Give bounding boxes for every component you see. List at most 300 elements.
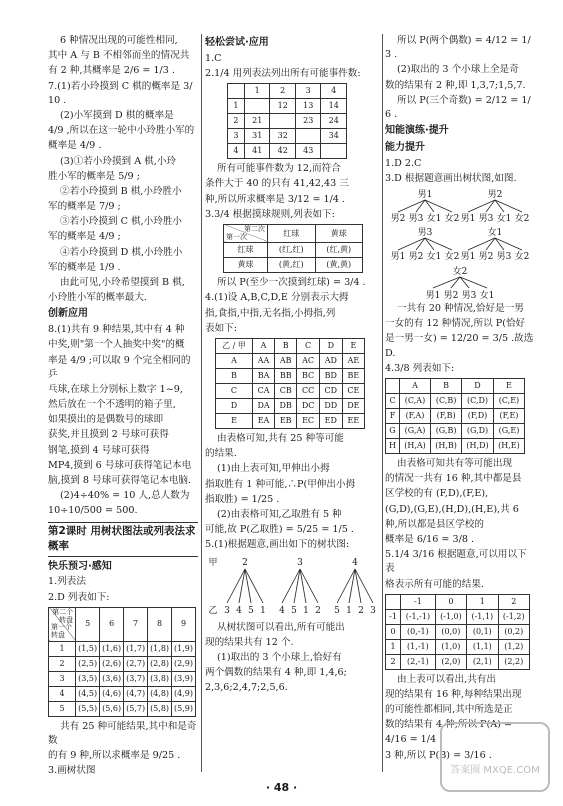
table-cell: [228, 84, 245, 99]
tree-node: 女2: [444, 214, 460, 225]
table-cell: (H,B): [431, 439, 462, 454]
table-cell: (3,7): [124, 671, 148, 686]
tree-node: 男2: [390, 214, 406, 225]
text-line: 由上表可以看出,共有出: [397, 673, 496, 685]
table-cell: 21: [244, 114, 270, 129]
tree-node: 1: [346, 605, 352, 616]
table-cell: (3,5): [76, 671, 100, 686]
table-cell: 0: [386, 624, 401, 639]
tree-node: 2: [315, 605, 321, 616]
text-line: 所有可能事件数为 12,而符合: [217, 163, 341, 175]
tree-node: 男3: [417, 228, 433, 239]
section-title: 能力提升: [385, 141, 425, 153]
text-line: (2)小军摸到 D 棋的概率是: [60, 109, 174, 121]
table-header: 0: [435, 594, 466, 609]
table-cell: 32: [270, 129, 296, 144]
table-cell: (1,0): [435, 639, 466, 654]
table-cell: (G,B): [431, 424, 462, 439]
text-line: 现的结果共有 12 个.: [205, 636, 294, 648]
text-line: 3.3/4 根据摸球规则,列表如下:: [205, 208, 335, 220]
coordinate-table: [385, 594, 530, 670]
table-cell: (F,E): [493, 409, 524, 424]
table-header: 2: [498, 594, 529, 609]
text-line: 3.D 根据题意画出树状图,如图.: [385, 172, 517, 184]
table-cell: (3,6): [100, 671, 124, 686]
tree-node: 男2: [408, 252, 424, 263]
watermark: 答案圈 MXQE.COM: [440, 722, 550, 792]
table-header: 乙 / 甲: [216, 339, 253, 354]
table-header: 9: [172, 607, 196, 641]
table-cell: 4: [228, 144, 245, 159]
table-cell: 红球: [224, 243, 268, 258]
table-header: [386, 379, 400, 394]
table-cell: (2,6): [100, 656, 124, 671]
sum-table: [48, 607, 196, 717]
tree-node: 女1: [426, 214, 442, 225]
table-cell: (1,-1): [401, 639, 436, 654]
table-cell: CA: [252, 384, 274, 399]
table-cell: (1,1): [467, 639, 498, 654]
text-line: 军的概率是 4/9 ;: [48, 231, 121, 243]
tree-diagram: [205, 555, 375, 619]
ball-table: [223, 224, 363, 273]
table-header: B: [275, 339, 297, 354]
table-cell: 1: [49, 641, 76, 656]
table-header: D: [462, 379, 494, 394]
table-cell: EA: [252, 414, 274, 429]
table-cell: (2,9): [172, 656, 196, 671]
table-cell: H: [386, 439, 400, 454]
table-cell: [295, 129, 321, 144]
tree-node: 女1: [487, 228, 503, 239]
table-cell: DB: [275, 399, 297, 414]
section-title: 轻松尝试·应用: [205, 37, 269, 48]
table-cell: (1,2): [498, 639, 529, 654]
tree-node: 4: [352, 557, 358, 568]
section-title: 创新应用: [48, 308, 88, 320]
text-line: 两个偶数的结果有 4 种,即 1,4,6;: [205, 667, 347, 679]
table-cell: (2,1): [467, 654, 498, 669]
table-cell: CB: [275, 384, 297, 399]
text-line: 从树状图可以看出,所有可能出: [217, 621, 345, 633]
text-line: 3 种,所以 P(B) = 3/16 .: [385, 749, 492, 761]
table-cell: -1: [386, 609, 401, 624]
text-line: ②若小玲摸到 B 棋,小玲胜小: [60, 185, 182, 197]
tree-node: 男1: [417, 190, 433, 201]
table-cell: (F,B): [431, 409, 462, 424]
tree-node: 3: [370, 605, 376, 616]
table-cell: (4,6): [100, 686, 124, 701]
tree-node: 男3: [496, 252, 512, 263]
text-line: (3)①若小玲摸到 A 棋,小玲: [60, 155, 177, 167]
table-cell: 1: [386, 639, 401, 654]
table-cell: (4,8): [148, 686, 172, 701]
table-cell: 2: [270, 84, 296, 99]
table-cell: BA: [252, 369, 274, 384]
table-cell: (4,7): [124, 686, 148, 701]
table-cell: AB: [275, 354, 297, 369]
table-cell: 43: [295, 144, 321, 159]
table-cell: 41: [244, 144, 270, 159]
table-cell: (黄,红): [268, 258, 316, 273]
text-line: 1.C: [205, 52, 222, 64]
text-line: 是一男一女) = 12/20 = 3/5 .故选 D.: [385, 333, 534, 359]
table-cell: ED: [319, 414, 342, 429]
table-cell: (1,9): [172, 641, 196, 656]
finger-table: [215, 338, 365, 429]
table-cell: (2,-1): [401, 654, 436, 669]
text-line: 共有 25 种可能结果,其中和是奇数: [48, 720, 197, 746]
text-line: ④若小玲摸到 D 棋,小玲胜小: [60, 246, 183, 258]
table-cell: AD: [319, 354, 342, 369]
table-cell: AA: [252, 354, 274, 369]
table-cell: 2: [386, 654, 401, 669]
tree-node: 5: [248, 605, 254, 616]
text-line: 4.3/8 列表如下:: [385, 362, 455, 374]
table-cell: (C,D): [462, 394, 494, 409]
text-line: MP4,摸到 6 号球可获得笔记本电: [48, 459, 192, 471]
table-cell: (4,5): [76, 686, 100, 701]
table-cell: (H,D): [462, 439, 494, 454]
tree-node: 4: [279, 605, 285, 616]
text-line: (2)由表格可知,乙取胜有 5 种: [217, 508, 342, 520]
text-line: 胜小军的概率是 5/9 ;: [48, 170, 140, 182]
section-title: 快乐预习·感知: [48, 560, 112, 572]
table-header: 红球: [268, 224, 316, 242]
text-line: 所以 P(三个奇数) = 2/12 = 1/6 .: [385, 94, 531, 120]
text-line: 1.D 2.C: [385, 157, 422, 169]
section-title: 知能演练·提升: [385, 125, 449, 137]
table-cell: (5,8): [148, 701, 172, 716]
text-line: 中奖,则"第一个人抽奖中奖"的概: [48, 339, 185, 351]
table-header: 第一次: [226, 232, 247, 241]
tree-node: 男1: [425, 291, 441, 302]
text-line: 条件大于 40 的只有 41,42,43 三: [205, 178, 349, 190]
tree-node: 女1: [479, 291, 495, 302]
table-header: -1: [401, 594, 436, 609]
tree-node: 女1: [496, 214, 512, 225]
tree-node: 甲: [208, 557, 218, 568]
text-line: 8.(1)共有 9 种结果,其中有 4 种: [48, 324, 185, 336]
table-cell: (H,A): [400, 439, 431, 454]
tree-node: 5: [291, 605, 297, 616]
tree-node: 5: [334, 605, 340, 616]
text-line: 军的概率是 1/9 .: [48, 261, 121, 273]
text-line: 2.D 列表如下:: [48, 591, 110, 603]
table-header: E: [493, 379, 524, 394]
table-cell: B: [216, 369, 253, 384]
text-line: 6 种情况出现的可能性相同,: [60, 35, 178, 46]
table-cell: 2: [228, 114, 245, 129]
table-header: 第一个转盘: [51, 623, 72, 639]
text-line: 2,3,6;2,4,7;2,5,6.: [205, 682, 288, 694]
tree-node: 男2: [443, 291, 459, 302]
table-cell: (3,8): [148, 671, 172, 686]
table-cell: [244, 99, 270, 114]
text-line: 所以 P(两个偶数) = 4/12 = 1/3 .: [385, 35, 531, 61]
table-cell: 3: [295, 84, 321, 99]
column-middle: [205, 34, 383, 696]
table-cell: DC: [297, 399, 320, 414]
table-header: 5: [76, 607, 100, 641]
tree-node: 乙: [208, 605, 218, 616]
text-line: 由此可见,小玲希望摸到 B 棋,: [60, 277, 185, 288]
tree-node: 男2: [487, 190, 503, 201]
text-line: 种,所以都是县区学校的: [385, 518, 484, 530]
tree-node: 女2: [452, 267, 468, 278]
text-line: 种,所以所求概率是 3/12 = 1/4 .: [205, 193, 346, 205]
table-cell: (C,E): [493, 394, 524, 409]
table-cell: EE: [342, 414, 364, 429]
table-header: 7: [124, 607, 148, 641]
text-line: (1)取出的 3 个小球上,恰好有: [217, 651, 342, 663]
table-header: 8: [148, 607, 172, 641]
table-cell: AC: [297, 354, 320, 369]
table-cell: (1,6): [100, 641, 124, 656]
text-line: 乓球,在球上分别标上数字 1~9,: [48, 383, 183, 395]
table-cell: (-1,2): [498, 609, 529, 624]
number-table: [227, 83, 347, 159]
table-cell: 23: [295, 114, 321, 129]
text-line: (G,D),(G,E),(H,D),(H,E),共 6: [385, 503, 519, 515]
text-line: 1.列表法: [48, 576, 86, 588]
text-line: 4.(1)设 A,B,C,D,E 分别表示大拇: [205, 292, 349, 304]
table-cell: EC: [297, 414, 320, 429]
table-cell: [270, 114, 296, 129]
table-cell: (2,5): [76, 656, 100, 671]
table-cell: 1: [244, 84, 270, 99]
table-cell: E: [216, 414, 253, 429]
table-cell: 5: [49, 701, 76, 716]
table-cell: (黄,黄): [315, 258, 363, 273]
text-line: 军的概率是 7/9 ;: [48, 201, 121, 213]
school-table: [385, 378, 525, 454]
tree-node: 女2: [514, 252, 530, 263]
table-cell: DE: [342, 399, 364, 414]
text-line: 10÷10/500 = 500.: [48, 505, 138, 517]
table-cell: (G,E): [493, 424, 524, 439]
table-cell: 12: [270, 99, 296, 114]
table-header: A: [252, 339, 274, 354]
table-header: [386, 594, 401, 609]
table-cell: CE: [342, 384, 364, 399]
table-cell: 31: [244, 129, 270, 144]
table-cell: (5,7): [124, 701, 148, 716]
text-line: 由表格可知共有等可能出现: [397, 458, 513, 470]
text-line: 的可能性都相同,其中所选是正: [385, 704, 513, 716]
text-line: 5.1/4 3/16 根据题意,可以用以下表: [385, 549, 527, 575]
tree-node: 女2: [444, 252, 460, 263]
table-cell: (0,-1): [401, 624, 436, 639]
table-corner: [224, 224, 268, 242]
text-line: 4/9 ,所以在这一轮中小玲胜小军的: [48, 125, 195, 137]
page-number: · 48 ·: [265, 781, 298, 794]
text-line: (2)取出的 3 个小球上全是奇: [397, 64, 519, 76]
table-header: E: [342, 339, 364, 354]
tree-node: 女2: [514, 214, 530, 225]
table-cell: (2,8): [148, 656, 172, 671]
table-cell: (4,9): [172, 686, 196, 701]
text-line: 现的结果有 16 种,每种结果出现: [385, 688, 522, 700]
text-line: 指,食指,中指,无名指,小拇指,列: [205, 307, 336, 319]
table-cell: D: [216, 399, 253, 414]
table-header: 6: [100, 607, 124, 641]
table-cell: (2,7): [124, 656, 148, 671]
table-cell: DD: [319, 399, 342, 414]
table-cell: EB: [275, 414, 297, 429]
table-cell: (0,2): [498, 624, 529, 639]
table-cell: CD: [319, 384, 342, 399]
text-line: 2.1/4 用列表法列出所有可能事件数:: [205, 67, 361, 79]
text-line: 的结果.: [205, 448, 237, 460]
tree-node: 1: [260, 605, 266, 616]
text-line: 钢笔,摸到 4 号球可获得: [48, 444, 150, 456]
table-header: A: [400, 379, 431, 394]
table-cell: (C,A): [400, 394, 431, 409]
table-cell: 3: [228, 129, 245, 144]
table-cell: C: [386, 394, 400, 409]
text-line: 然后放在一个不透明的箱子里,: [48, 399, 176, 411]
table-header: 第二次: [244, 224, 265, 233]
table-cell: (1,5): [76, 641, 100, 656]
table-cell: (5,5): [76, 701, 100, 716]
tree-node: 3: [297, 557, 303, 568]
tree-node: 男3: [461, 291, 477, 302]
table-cell: F: [386, 409, 400, 424]
text-line: 指取胜) = 1/25 .: [205, 493, 280, 505]
table-cell: (G,D): [462, 424, 494, 439]
text-line: (1)由上表可知,甲伸出小拇: [217, 463, 330, 475]
text-line: 一女的有 12 种情况,所以 P(恰好: [385, 318, 526, 330]
table-cell: 42: [270, 144, 296, 159]
table-cell: (1,7): [124, 641, 148, 656]
tree-node: 3: [224, 605, 230, 616]
table-corner: [49, 607, 76, 641]
tree-node: 男3: [408, 214, 424, 225]
text-line: 区学校的有 (F,D),(F,E),: [385, 488, 489, 500]
table-cell: (5,9): [172, 701, 196, 716]
tree-node: 男1: [460, 252, 476, 263]
table-cell: BC: [297, 369, 320, 384]
table-cell: (3,9): [172, 671, 196, 686]
text-line: 脑,摸到 8 号球可获得笔记本电脑.: [48, 475, 192, 487]
table-cell: 2: [49, 656, 76, 671]
table-header: 黄球: [315, 224, 363, 242]
text-line: 的情况一共有 16 种,其中都是县: [385, 473, 522, 485]
column-right: [385, 34, 535, 764]
table-cell: (-1,0): [435, 609, 466, 624]
table-header: 1: [467, 594, 498, 609]
table-cell: (红,红): [268, 243, 316, 258]
table-cell: (0,1): [467, 624, 498, 639]
column-left: [48, 34, 198, 779]
tree-node: 男1: [460, 214, 476, 225]
table-cell: (-1,-1): [401, 609, 436, 624]
table-cell: 24: [321, 114, 347, 129]
table-cell: A: [216, 354, 253, 369]
table-cell: [321, 144, 347, 159]
text-line: 7.(1)若小玲摸到 C 棋的概率是 3/10 .: [48, 80, 193, 106]
table-cell: (5,6): [100, 701, 124, 716]
text-line: 可能,故 P(乙取胜) = 5/25 = 1/5 .: [205, 524, 354, 536]
table-cell: 14: [321, 99, 347, 114]
text-line: 表如下:: [205, 322, 238, 334]
table-cell: (1,8): [148, 641, 172, 656]
text-line: 5.(1)根据题意,画出如下的树状图:: [205, 539, 350, 551]
table-cell: BE: [342, 369, 364, 384]
table-cell: (2,2): [498, 654, 529, 669]
tree-node: 男2: [478, 252, 494, 263]
table-cell: 3: [49, 671, 76, 686]
tree-diagram: [385, 188, 535, 300]
text-line: 数的结果有 4 种,所以 P(A) =: [385, 719, 513, 731]
text-line: 数的结果有 2 种,即 1,3,7;1,5,7.: [385, 79, 526, 91]
tree-node: 2: [358, 605, 364, 616]
text-line: 所以 P(至少一次摸到红球) = 3/4 .: [217, 277, 366, 289]
text-line: 3.画树状图: [48, 765, 96, 777]
table-cell: 4: [321, 84, 347, 99]
tree-node: 1: [303, 605, 309, 616]
table-cell: BD: [319, 369, 342, 384]
text-line: 有 2 种,其概率是 2/6 = 1/3 .: [48, 65, 175, 77]
table-cell: CC: [297, 384, 320, 399]
table-cell: (-1,1): [467, 609, 498, 624]
table-cell: AE: [342, 354, 364, 369]
table-cell: (0,0): [435, 624, 466, 639]
table-cell: 34: [321, 129, 347, 144]
text-line: 如果摸出的是偶数号的球即: [48, 414, 164, 426]
table-cell: G: [386, 424, 400, 439]
table-header: D: [319, 339, 342, 354]
table-cell: 13: [295, 99, 321, 114]
table-header: 第二个转盘: [52, 607, 74, 624]
table-cell: (红,黄): [315, 243, 363, 258]
tree-node: 4: [236, 605, 242, 616]
text-line: 其中 A 与 B 不相邻而坐的情况共: [48, 50, 190, 62]
tree-node: 男1: [390, 252, 406, 263]
table-cell: (C,B): [431, 394, 462, 409]
text-line: ③若小玲摸到 C 棋,小玲胜小: [60, 216, 183, 228]
text-line: (2)4÷40% = 10 人,总人数为: [60, 490, 190, 502]
table-cell: 黄球: [224, 258, 268, 273]
tree-node: 2: [242, 557, 248, 568]
table-cell: 1: [228, 99, 245, 114]
table-header: B: [431, 379, 462, 394]
text-line: 概率是 4/9 .: [48, 140, 102, 152]
table-header: C: [297, 339, 320, 354]
table-cell: (2,0): [435, 654, 466, 669]
table-cell: C: [216, 384, 253, 399]
table-cell: DA: [252, 399, 274, 414]
text-line: 由表格可知,共有 25 种等可能: [217, 433, 344, 445]
text-line: 概率是 6/16 = 3/8 .: [385, 533, 475, 545]
text-line: 小玲胜小军的概率最大.: [48, 292, 147, 304]
text-line: 获奖,并且摸到 2 号球可获得: [48, 429, 169, 441]
column-divider: [201, 34, 202, 772]
text-line: 率是 4/9 ;可以取 9 个完全相同的乒: [48, 354, 191, 380]
text-line: 指取胜有 1 种可能,∴P(甲伸出小拇: [205, 478, 356, 490]
text-line: 的有 9 种,所以求概率是 9/25 .: [48, 749, 181, 761]
table-cell: (F,D): [462, 409, 494, 424]
table-cell: (F,A): [400, 409, 431, 424]
tree-node: 女1: [426, 252, 442, 263]
text-line: 4/16 = 1/4 .: [385, 734, 443, 746]
text-line: 一共有 20 种情况,恰好是一男: [397, 303, 524, 315]
table-cell: 4: [49, 686, 76, 701]
text-line: 格表示所有可能的结果.: [385, 578, 484, 590]
table-cell: (G,A): [400, 424, 431, 439]
tree-node: 男3: [478, 214, 494, 225]
